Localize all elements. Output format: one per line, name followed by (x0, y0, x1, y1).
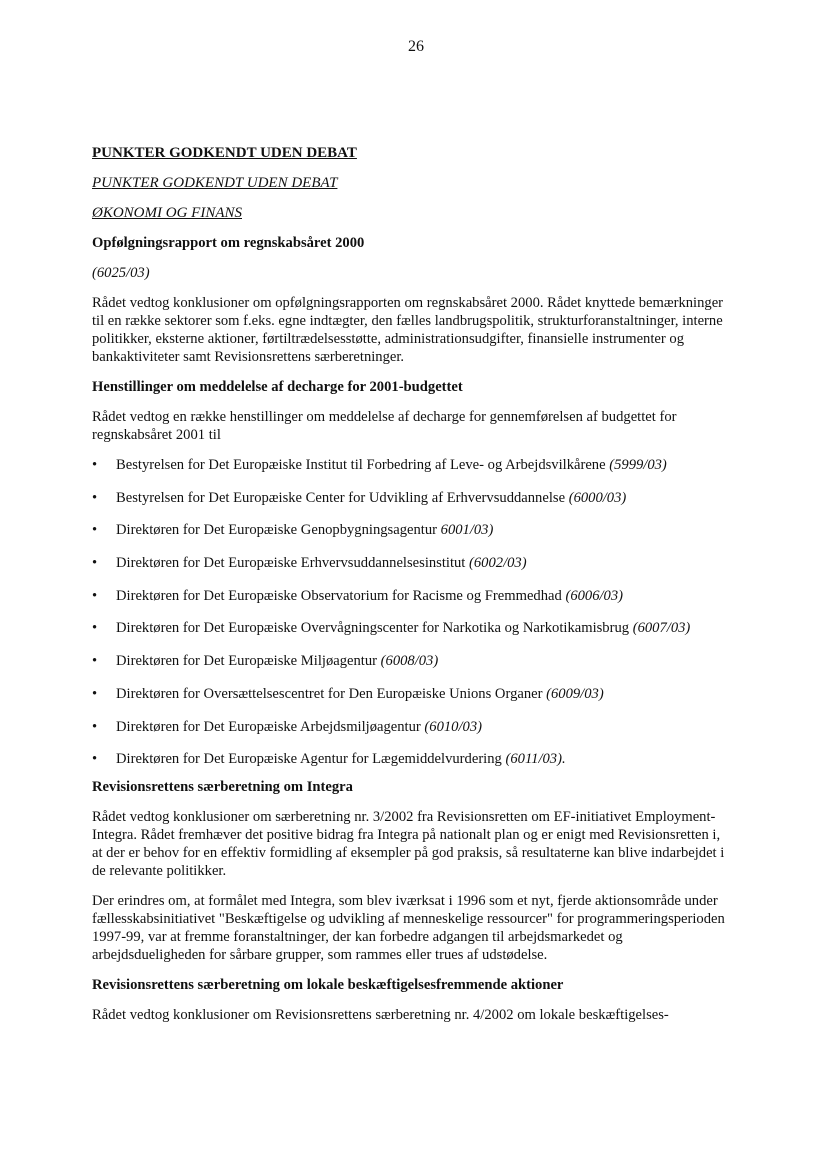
section1-paragraph: Rådet vedtog konklusioner om opfølgningsrapporten om regnskabsåret 2000. Rådet knyttede bemærkninger til en række sektorer som f.eks. egne indtægter, den fælles landbrugspolitik, strukturforanstaltninger, interne politikker, eksterne aktioner, førtiltrædelsesstøtte, administrationsudgifter, finansielle instrumenter og bankaktiviteter samt Revisionsrettens særberetninger. (92, 295, 724, 365)
list-item: • Direktøren for Det Europæiske Arbejdsmiljøagentur (6010/03) (92, 718, 732, 736)
section3-paragraph1: Rådet vedtog konklusioner om særberetning nr. 3/2002 fra Revisionsretten om EF-initiativet Employment-Integra. Rådet fremhæver det positive bidrag fra Integra på nationalt plan og er enigt med Revisionsretten i, at der er behov for en effektiv formidling af eksempler på god praksis, så resultaterne kan blive indarbejdet i de relevante politikker. (92, 809, 725, 880)
section4-paragraph: Rådet vedtog konklusioner om Revisionsrettens særberetning nr. 4/2002 om lokale beskæftigelses- (92, 1007, 669, 1024)
section4-title: Revisionsrettens særberetning om lokale beskæftigelsesfremmende aktioner (92, 977, 564, 994)
list-item: • Direktøren for Oversættelsescentret for Den Europæiske Unions Organer (6009/03) (92, 685, 732, 703)
section3-title: Revisionsrettens særberetning om Integra (92, 779, 353, 796)
list-item: • Bestyrelsen for Det Europæiske Institut til Forbedring af Leve- og Arbejdsvilkårene (5999/03) (92, 456, 732, 474)
section1-ref: (6025/03) (92, 265, 150, 281)
page-number: 26 (408, 38, 424, 55)
list-item: • Direktøren for Det Europæiske Genopbygningsagentur 6001/03) (92, 521, 732, 539)
list-item: • Bestyrelsen for Det Europæiske Center for Udvikling af Erhvervsuddannelse (6000/03) (92, 489, 732, 507)
list-item: • Direktøren for Det Europæiske Erhvervsuddannelsesinstitut (6002/03) (92, 554, 732, 572)
list-item: • Direktøren for Det Europæiske Overvågningscenter for Narkotika og Narkotikamisbrug (6007/03) (92, 619, 732, 637)
list-item: • Direktøren for Det Europæiske Observatorium for Racisme og Fremmedhad (6006/03) (92, 587, 732, 605)
section3-paragraph2: Der erindres om, at formålet med Integra, som blev iværksat i 1996 som et nyt, fjerde aktionsområde under fællesskabsinitiativet "Beskæftigelse og udvikling af menneskelige ressourcer" for programmeringsperioden 1997-99, var at fremme foranstaltninger, der kan forbedre adgangen til arbejdsmarkedet og arbejdsdueligheden for sårbare grupper, som rammes eller trues af udstødelse. (92, 893, 725, 964)
main-heading-italic: PUNKTER GODKENDT UDEN DEBAT (92, 175, 338, 191)
main-heading: PUNKTER GODKENDT UDEN DEBAT (92, 145, 357, 161)
section1-title: Opfølgningsrapport om regnskabsåret 2000 (92, 235, 365, 251)
section2-title: Henstillinger om meddelelse af decharge for 2001-budgettet (92, 379, 463, 395)
section2-intro: Rådet vedtog en række henstillinger om meddelelse af decharge for gennemførelsen af budgettet for regnskabsåret 2001 til (92, 409, 677, 443)
list-item: • Direktøren for Det Europæiske Agentur for Lægemiddelvurdering (6011/03). (92, 750, 732, 768)
document-body (92, 144, 732, 1036)
decharge-list (92, 456, 732, 768)
list-item: • Direktøren for Det Europæiske Miljøagentur (6008/03) (92, 652, 732, 670)
section-heading: ØKONOMI OG FINANS (92, 205, 242, 221)
